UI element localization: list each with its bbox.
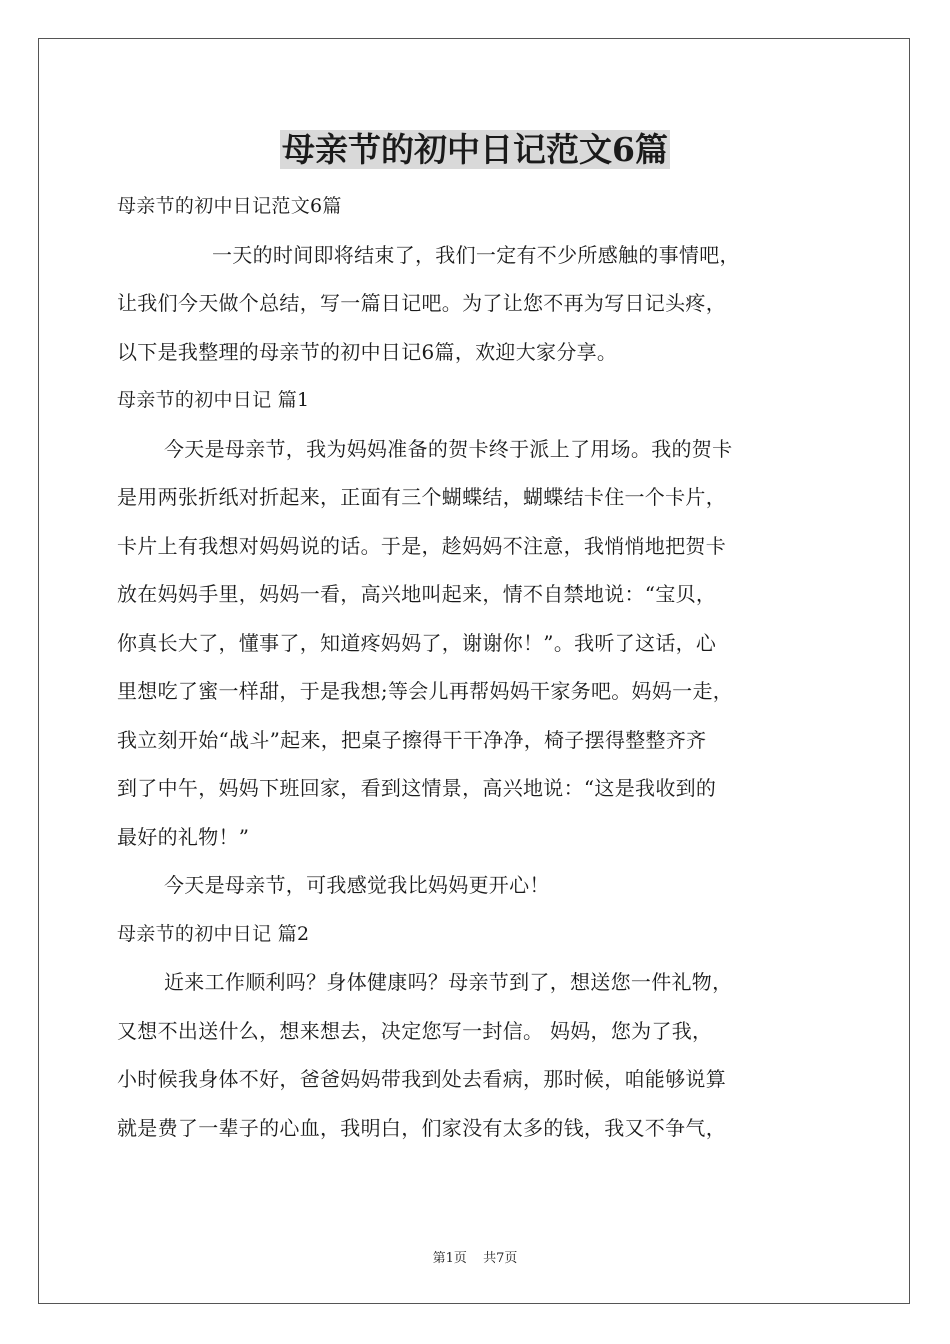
paragraph-line: 卡片上有我想对妈妈说的话。于是，趁妈妈不注意，我悄悄地把贺卡 xyxy=(117,533,726,558)
paragraph-line: 放在妈妈手里，妈妈一看，高兴地叫起来，情不自禁地说：“宝贝， xyxy=(117,582,717,606)
section-heading-2: 母亲节的初中日记 篇2 xyxy=(117,922,310,945)
intro-line: 一天的时间即将结束了，我们一定有不少所感触的事情吧， xyxy=(212,242,740,267)
intro-line: 让我们今天做个总结，写一篇日记吧。为了让您不再为写日记头疼， xyxy=(117,291,726,315)
paragraph-line: 就是费了一辈子的心血，我明白，们家没有太多的钱，我又不争气， xyxy=(117,1115,726,1140)
paragraph-line: 你真长大了，懂事了，知道疼妈妈了，谢谢你！”。我听了这话，心 xyxy=(117,630,717,655)
document-body xyxy=(117,182,843,1152)
section2-paragraph1 xyxy=(117,958,843,1152)
page-footer xyxy=(0,1247,950,1266)
page-total: 共7页 xyxy=(483,1251,518,1266)
paragraph-line: 我立刻开始“战斗”起来，把桌子擦得干干净净，椅子摆得整整齐齐 xyxy=(117,727,707,752)
document-title xyxy=(0,128,950,172)
paragraph-line: 近来工作顺利吗？身体健康吗？母亲节到了，想送您一件礼物， xyxy=(164,970,733,994)
document-subtitle: 母亲节的初中日记范文6篇 xyxy=(117,195,342,217)
paragraph-line: 最好的礼物！” xyxy=(117,824,250,849)
intro-line: 以下是我整理的母亲节的初中日记6篇，欢迎大家分享。 xyxy=(117,339,618,364)
paragraph-line: 小时候我身体不好，爸爸妈妈带我到处去看病，那时候，咱能够说算 xyxy=(117,1067,726,1091)
section1-paragraph2: 今天是母亲节，可我感觉我比妈妈更开心！ xyxy=(164,873,550,897)
paragraph-line: 是用两张折纸对折起来，正面有三个蝴蝶结，蝴蝶结卡住一个卡片， xyxy=(117,485,726,509)
intro-paragraph xyxy=(117,231,843,377)
page-number: 第1页 xyxy=(432,1251,467,1266)
paragraph-line: 今天是母亲节，我为妈妈准备的贺卡终于派上了用场。我的贺卡 xyxy=(164,436,733,461)
paragraph-line: 里想吃了蜜一样甜，于是我想;等会儿再帮妈妈干家务吧。妈妈一走， xyxy=(117,679,734,703)
paragraph-line: 又想不出送什么，想来想去，决定您写一封信。 妈妈，您为了我， xyxy=(117,1018,713,1043)
paragraph-line: 到了中午，妈妈下班回家，看到这情景，高兴地说：“这是我收到的 xyxy=(117,776,717,800)
section1-paragraph1 xyxy=(117,425,843,862)
document-title-text: 母亲节的初中日记范文6篇 xyxy=(282,130,668,169)
section-heading-1: 母亲节的初中日记 篇1 xyxy=(117,389,310,411)
